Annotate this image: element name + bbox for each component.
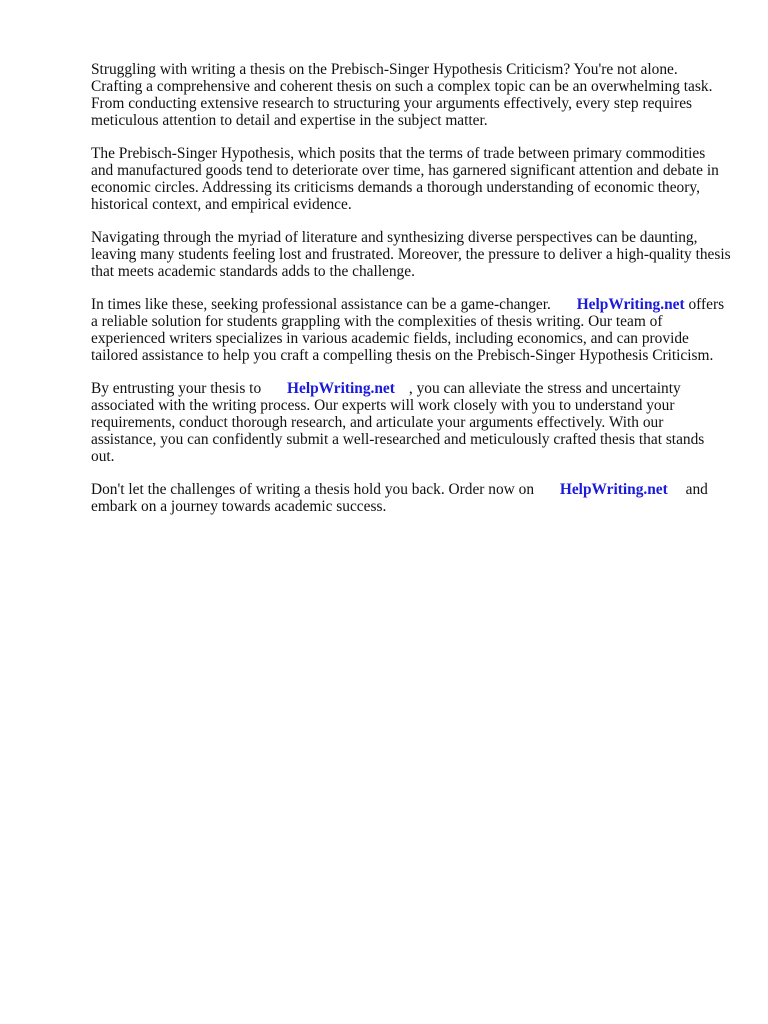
document-body bbox=[91, 61, 731, 531]
helpwriting-link[interactable]: HelpWriting.net bbox=[559, 481, 668, 498]
paragraph-text: Struggling with writing a thesis on the Prebisch-Singer Hypothesis Criticism? You're not alone. Crafting a comprehensive and coherent thesis on such a complex topic can be an overwhelming task. From conducting extensive research to structuring your arguments effectively, every step requires meticulous attention to detail and expertise in the subject matter. bbox=[91, 61, 713, 129]
paragraph-text-after: , you can alleviate the stress and uncertainty associated with the writing process. Our experts will work closely with you to understand your requirements, conduct thorough research, and articulate your arguments effectively. With our assistance, you can confidently submit a well-researched and meticulously crafted thesis that stands out. bbox=[91, 380, 705, 465]
paragraph-call-to-action bbox=[91, 481, 731, 515]
paragraph-text-before: Don't let the challenges of writing a thesis hold you back. Order now on bbox=[91, 481, 535, 498]
paragraph-text-after: and embark on a journey towards academic success. bbox=[91, 481, 708, 515]
helpwriting-link[interactable]: HelpWriting.net bbox=[576, 296, 685, 313]
paragraph-text-before: By entrusting your thesis to bbox=[91, 380, 262, 397]
helpwriting-link[interactable]: HelpWriting.net bbox=[287, 380, 395, 397]
paragraph-text-after: offers a reliable solution for students grappling with the complexities of thesis writing. Our team of experienced writers specializes in various academic fields, including economics, and can provide tailored assistance to help you craft a compelling thesis on the Prebisch-Singer Hypothesis Criticism. bbox=[91, 296, 725, 364]
paragraph-entrusting bbox=[91, 380, 731, 465]
paragraph-hypothesis bbox=[91, 145, 731, 213]
paragraph-text: Navigating through the myriad of literature and synthesizing diverse perspectives can be daunting, leaving many students feeling lost and frustrated. Moreover, the pressure to deliver a high-quality thesis that meets academic standards adds to the challenge. bbox=[91, 229, 731, 280]
paragraph-text: The Prebisch-Singer Hypothesis, which posits that the terms of trade between primary commodities and manufactured goods tend to deteriorate over time, has garnered significant attention and debate in economic circles. Addressing its criticisms demands a thorough understanding of economic theory, historical context, and empirical evidence. bbox=[91, 145, 719, 213]
paragraph-challenges bbox=[91, 229, 731, 280]
paragraph-text-before: In times like these, seeking professional assistance can be a game-changer. bbox=[91, 296, 551, 313]
paragraph-intro bbox=[91, 61, 731, 129]
paragraph-assistance bbox=[91, 296, 731, 364]
